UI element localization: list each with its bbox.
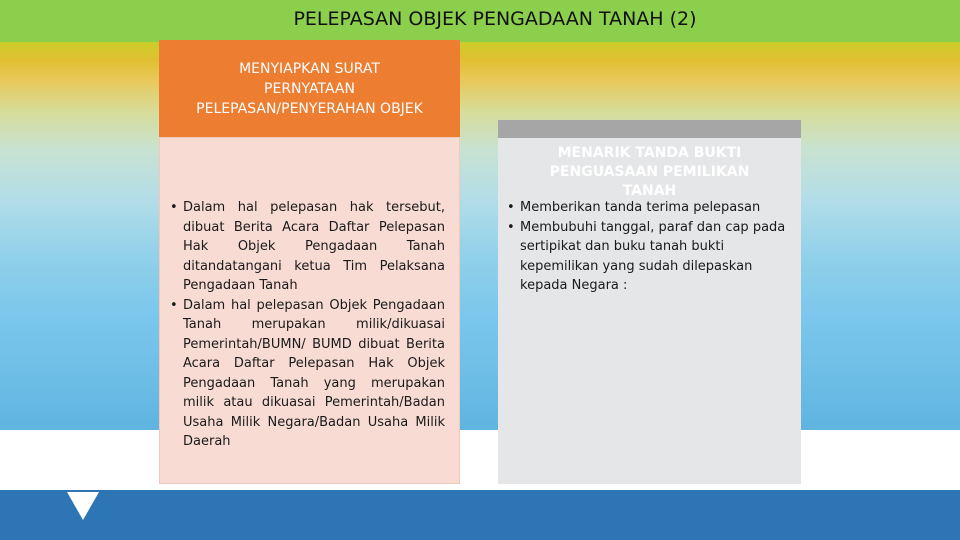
left-bullet-item: • Dalam hal pelepasan Objek Pengadaan Tanah merupakan milik/dikuasai Pemerintah/BUMN/ BUMD dibuat Berita Acara Daftar Pelepasan Hak Objek Pengadaan Tanah yang merupakan milik atau dikuasai Pemerintah/Badan Usaha Milik Negara/Badan Usaha Milik Daerah	[170, 296, 445, 452]
left-header-line: PELEPASAN/PENYERAHAN OBJEK	[196, 100, 423, 117]
left-bullet-item: • Dalam hal pelepasan hak tersebut, dibuat Berita Acara Daftar Pelepasan Hak Objek Pengadaan Tanah ditandatangani ketua Tim Pelaksana Pengadaan Tanah	[170, 198, 445, 296]
right-header-line: MENARIK TANDA BUKTI	[557, 145, 742, 161]
left-header-line: MENYIAPKAN SURAT	[239, 60, 380, 77]
right-card-header	[498, 120, 801, 138]
right-card-title	[498, 144, 801, 201]
left-bullet-list	[170, 198, 445, 452]
right-header-line: PENGUASAAN PEMILIKAN	[549, 164, 750, 180]
down-triangle-icon[interactable]	[67, 492, 99, 520]
right-bullet-list	[507, 198, 792, 296]
right-bullet-item: • Membubuhi tanggal, paraf dan cap pada sertipikat dan buku tanah bukti kepemilikan yang sudah dilepaskan kepada Negara :	[507, 218, 792, 296]
right-header-line: TANAH	[622, 183, 677, 199]
slide-title: PELEPASAN OBJEK PENGADAAN TANAH (2)	[293, 8, 697, 30]
left-header-line: PERNYATAAN	[264, 80, 355, 97]
right-bullet-item: • Memberikan tanda terima pelepasan	[507, 198, 792, 218]
left-card-header	[159, 40, 460, 137]
